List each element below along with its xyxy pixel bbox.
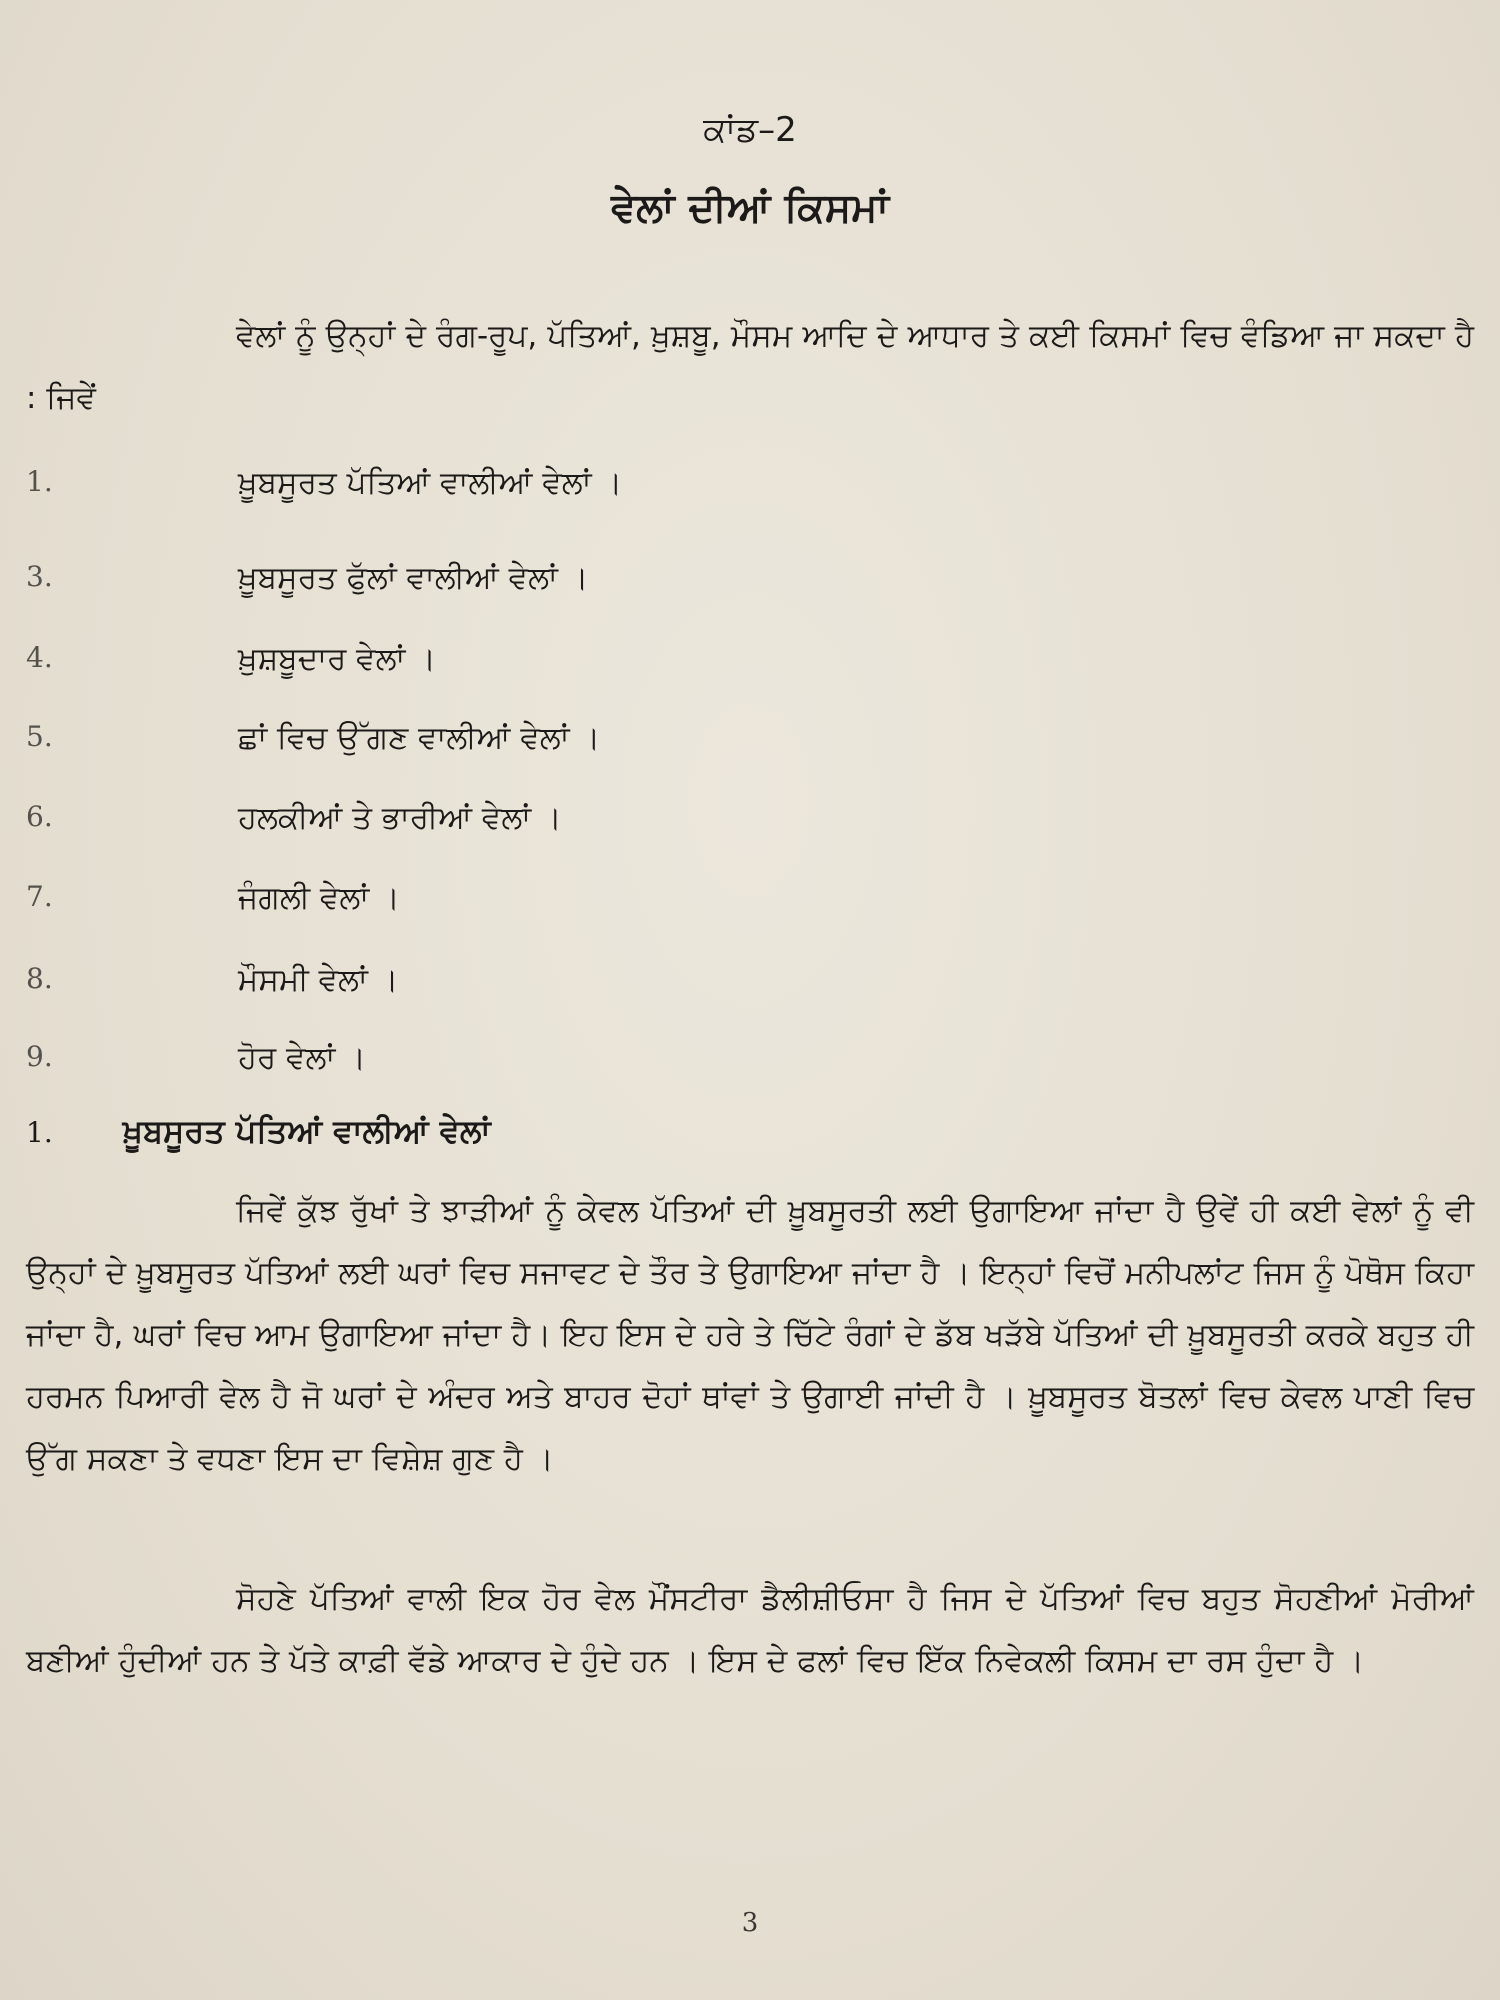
list-item-text: ਖ਼ੂਬਸੂਰਤ ਫੁੱਲਾਂ ਵਾਲੀਆਂ ਵੇਲਾਂ । — [238, 560, 589, 596]
body-paragraph: ਜਿਵੇਂ ਕੁੱਝ ਰੁੱਖਾਂ ਤੇ ਝਾੜੀਆਂ ਨੂੰ ਕੇਵਲ ਪੱਤਿਆਂ ਦੀ ਖ਼ੂਬਸੂਰਤੀ ਲਈ ਉਗਾਇਆ ਜਾਂਦਾ ਹੈ ਉਵੇਂ ਹੀ ਕਈ ਵੇਲਾਂ ਨੂੰ ਵੀ ਉਨ੍ਹਾਂ ਦੇ ਖ਼ੂਬਸੂਰਤ ਪੱਤਿਆਂ ਲਈ ਘਰਾਂ ਵਿਚ ਸਜਾਵਟ ਦੇ ਤੌਰ ਤੇ ਉਗਾਇਆ ਜਾਂਦਾ ਹੈ । ਇਨ੍ਹਾਂ ਵਿਚੋਂ ਮਨੀਪਲਾਂਟ ਜਿਸ ਨੂੰ ਪੋਥੋਸ ਕਿਹਾ ਜਾਂਦਾ ਹੈ, ਘਰਾਂ ਵਿਚ ਆਮ ਉਗਾਇਆ ਜਾਂਦਾ ਹੈ। ਇਹ ਇਸ ਦੇ ਹਰੇ ਤੇ ਚਿੱਟੇ ਰੰਗਾਂ ਦੇ ਡੱਬ ਖੜੱਬੇ ਪੱਤਿਆਂ ਦੀ ਖ਼ੂਬਸੂਰਤੀ ਕਰਕੇ ਬਹੁਤ ਹੀ ਹਰਮਨ ਪਿਆਰੀ ਵੇਲ ਹੈ ਜੋ ਘਰਾਂ ਦੇ ਅੰਦਰ ਅਤੇ ਬਾਹਰ ਦੋਹਾਂ ਥਾਂਵਾਂ ਤੇ ਉਗਾਈ ਜਾਂਦੀ ਹੈ । ਖ਼ੂਬਸੂਰਤ ਬੋਤਲਾਂ ਵਿਚ ਕੇਵਲ ਪਾਣੀ ਵਿਚ ਉੱਗ ਸਕਣਾ ਤੇ ਵਧਣਾ ਇਸ ਦਾ ਵਿਸ਼ੇਸ਼ ਗੁਣ ਹੈ । — [26, 1193, 1474, 1477]
list-item-text: ਹਲਕੀਆਂ ਤੇ ਭਾਰੀਆਂ ਵੇਲਾਂ । — [238, 800, 562, 836]
list-item — [26, 800, 1426, 860]
list-item-number: 6. — [26, 800, 53, 833]
list-item — [26, 720, 1426, 780]
section-heading — [26, 1112, 1426, 1151]
list-item-text: ਖ਼ੂਬਸੂਰਤ ਪੱਤਿਆਂ ਵਾਲੀਆਂ ਵੇਲਾਂ । — [238, 465, 623, 501]
section-number: 1. — [26, 1116, 53, 1149]
section-heading-text: ਖ਼ੂਬਸੂਰਤ ਪੱਤਿਆਂ ਵਾਲੀਆਂ ਵੇਲਾਂ — [122, 1112, 491, 1150]
list-item-number: 5. — [26, 720, 53, 753]
page-number: 3 — [741, 1908, 759, 1938]
list-item-number: 4. — [26, 641, 53, 674]
list-item-number: 8. — [26, 962, 53, 995]
list-item-number: 9. — [26, 1040, 53, 1073]
page-title: ਵੇਲਾਂ ਦੀਆਂ ਕਿਸਮਾਂ — [611, 185, 889, 231]
list-item — [26, 1040, 1426, 1100]
list-item — [26, 560, 1426, 620]
list-item-text: ਹੋਰ ਵੇਲਾਂ । — [238, 1040, 366, 1076]
body-paragraph: ਸੋਹਣੇ ਪੱਤਿਆਂ ਵਾਲੀ ਇਕ ਹੋਰ ਵੇਲ ਮੌਂਸਟੀਰਾ ਡੈਲੀਸ਼ੀਓਸਾ ਹੈ ਜਿਸ ਦੇ ਪੱਤਿਆਂ ਵਿਚ ਬਹੁਤ ਸੋਹਣੀਆਂ ਮੋਰੀਆਂ ਬਣੀਆਂ ਹੁੰਦੀਆਂ ਹਨ ਤੇ ਪੱਤੇ ਕਾਫ਼ੀ ਵੱਡੇ ਆਕਾਰ ਦੇ ਹੁੰਦੇ ਹਨ । ਇਸ ਦੇ ਫਲਾਂ ਵਿਚ ਇੱਕ ਨਿਵੇਕਲੀ ਕਿਸਮ ਦਾ ਰਸ ਹੁੰਦਾ ਹੈ । — [26, 1581, 1474, 1679]
chapter-label: ਕਾਂਡ–2 — [703, 110, 797, 150]
intro-paragraph: ਵੇਲਾਂ ਨੂੰ ਉਨ੍ਹਾਂ ਦੇ ਰੰਗ-ਰੂਪ, ਪੱਤਿਆਂ, ਖ਼ੁਸ਼ਬੂ, ਮੌਸਮ ਆਦਿ ਦੇ ਆਧਾਰ ਤੇ ਕਈ ਕਿਸਮਾਂ ਵਿਚ ਵੰਡਿਆ ਜਾ ਸਕਦਾ ਹੈ : ਜਿਵੇਂ — [26, 318, 1474, 416]
list-item-text: ਜੰਗਲੀ ਵੇਲਾਂ । — [238, 880, 400, 916]
list-item-text: ਖ਼ੁਸ਼ਬੂਦਾਰ ਵੇਲਾਂ । — [238, 641, 437, 677]
list-item — [26, 962, 1426, 1022]
list-item — [26, 880, 1426, 940]
list-item-number: 1. — [26, 465, 53, 498]
list-item — [26, 465, 1426, 525]
list-item-text: ਛਾਂ ਵਿਚ ਉੱਗਣ ਵਾਲੀਆਂ ਵੇਲਾਂ । — [238, 720, 601, 756]
list-item — [26, 641, 1426, 701]
list-item-number: 7. — [26, 880, 53, 913]
list-item-number: 3. — [26, 560, 53, 593]
list-item-text: ਮੌਸਮੀ ਵੇਲਾਂ । — [238, 962, 399, 998]
